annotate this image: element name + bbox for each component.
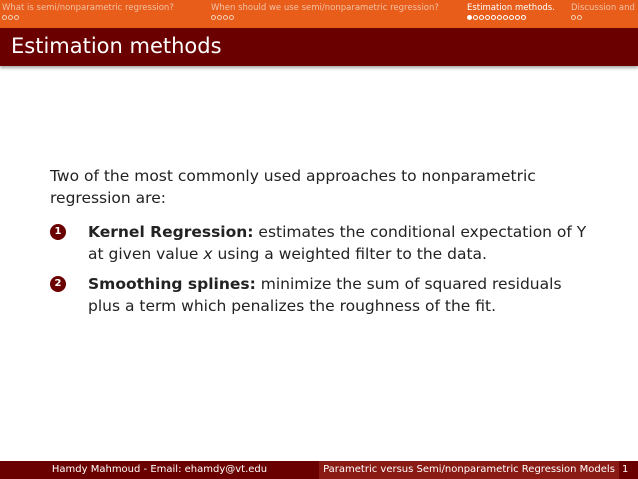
nav-section-title: Estimation methods. — [467, 3, 555, 13]
slide-content — [50, 165, 590, 325]
item-term: Kernel Regression: — [88, 223, 254, 241]
nav-frame-dot[interactable] — [521, 15, 526, 20]
nav-frame-dot[interactable] — [8, 15, 13, 20]
nav-frame-dot[interactable] — [497, 15, 502, 20]
nav-frame-dot[interactable] — [211, 15, 216, 20]
nav-section-when-use[interactable] — [211, 3, 439, 23]
nav-frame-dot[interactable] — [485, 15, 490, 20]
nav-section-dots — [2, 15, 174, 23]
nav-section-dots — [211, 15, 439, 23]
nav-frame-dot[interactable] — [2, 15, 7, 20]
item-text: minimize the sum of squared residuals plus a term which penalizes the roughness of the fit. — [88, 275, 562, 315]
nav-frame-dot[interactable] — [467, 15, 472, 20]
method-list — [50, 221, 590, 317]
footer-page-number: 1 — [622, 464, 629, 475]
nav-section-what-is[interactable] — [2, 3, 174, 23]
nav-frame-dot[interactable] — [479, 15, 484, 20]
nav-section-discussion[interactable] — [571, 3, 635, 23]
nav-frame-dot[interactable] — [217, 15, 222, 20]
slide-footer — [0, 461, 638, 479]
item-number-badge: 1 — [50, 224, 66, 240]
nav-frame-dot[interactable] — [577, 15, 582, 20]
nav-frame-dot[interactable] — [223, 15, 228, 20]
item-text: estimates the conditional expectation of Y at given value — [88, 223, 587, 263]
nav-frame-dot[interactable] — [571, 15, 576, 20]
list-item — [50, 273, 590, 317]
item-text-end: using a weighted filter to the data. — [212, 245, 487, 263]
nav-section-title: What is semi/nonparametric regression? — [2, 3, 174, 13]
item-number-badge: 2 — [50, 276, 66, 292]
nav-section-dots — [467, 15, 555, 23]
nav-frame-dot[interactable] — [14, 15, 19, 20]
nav-frame-dot[interactable] — [491, 15, 496, 20]
slide-title-bar — [0, 28, 638, 66]
section-navigation — [0, 0, 638, 28]
intro-text: Two of the most commonly used approaches to nonparametric regression are: — [50, 167, 536, 207]
footer-author: Hamdy Mahmoud - Email: ehamdy@vt.edu — [51, 464, 268, 475]
nav-frame-dot[interactable] — [229, 15, 234, 20]
item-term: Smoothing splines: — [88, 275, 256, 293]
nav-frame-dot[interactable] — [509, 15, 514, 20]
footer-talk-title: Parametric versus Semi/nonparametric Regression Models — [319, 461, 619, 479]
slide-title: Estimation methods — [11, 34, 222, 58]
nav-frame-dot[interactable] — [515, 15, 520, 20]
nav-frame-dot[interactable] — [503, 15, 508, 20]
list-item — [50, 221, 590, 265]
item-variable: x — [203, 245, 213, 263]
nav-section-dots — [571, 15, 635, 23]
nav-section-title: When should we use semi/nonparametric regression? — [211, 3, 439, 13]
nav-frame-dot[interactable] — [473, 15, 478, 20]
nav-section-estimation-methods[interactable] — [467, 3, 555, 23]
nav-section-title: Discussion and — [571, 3, 635, 13]
